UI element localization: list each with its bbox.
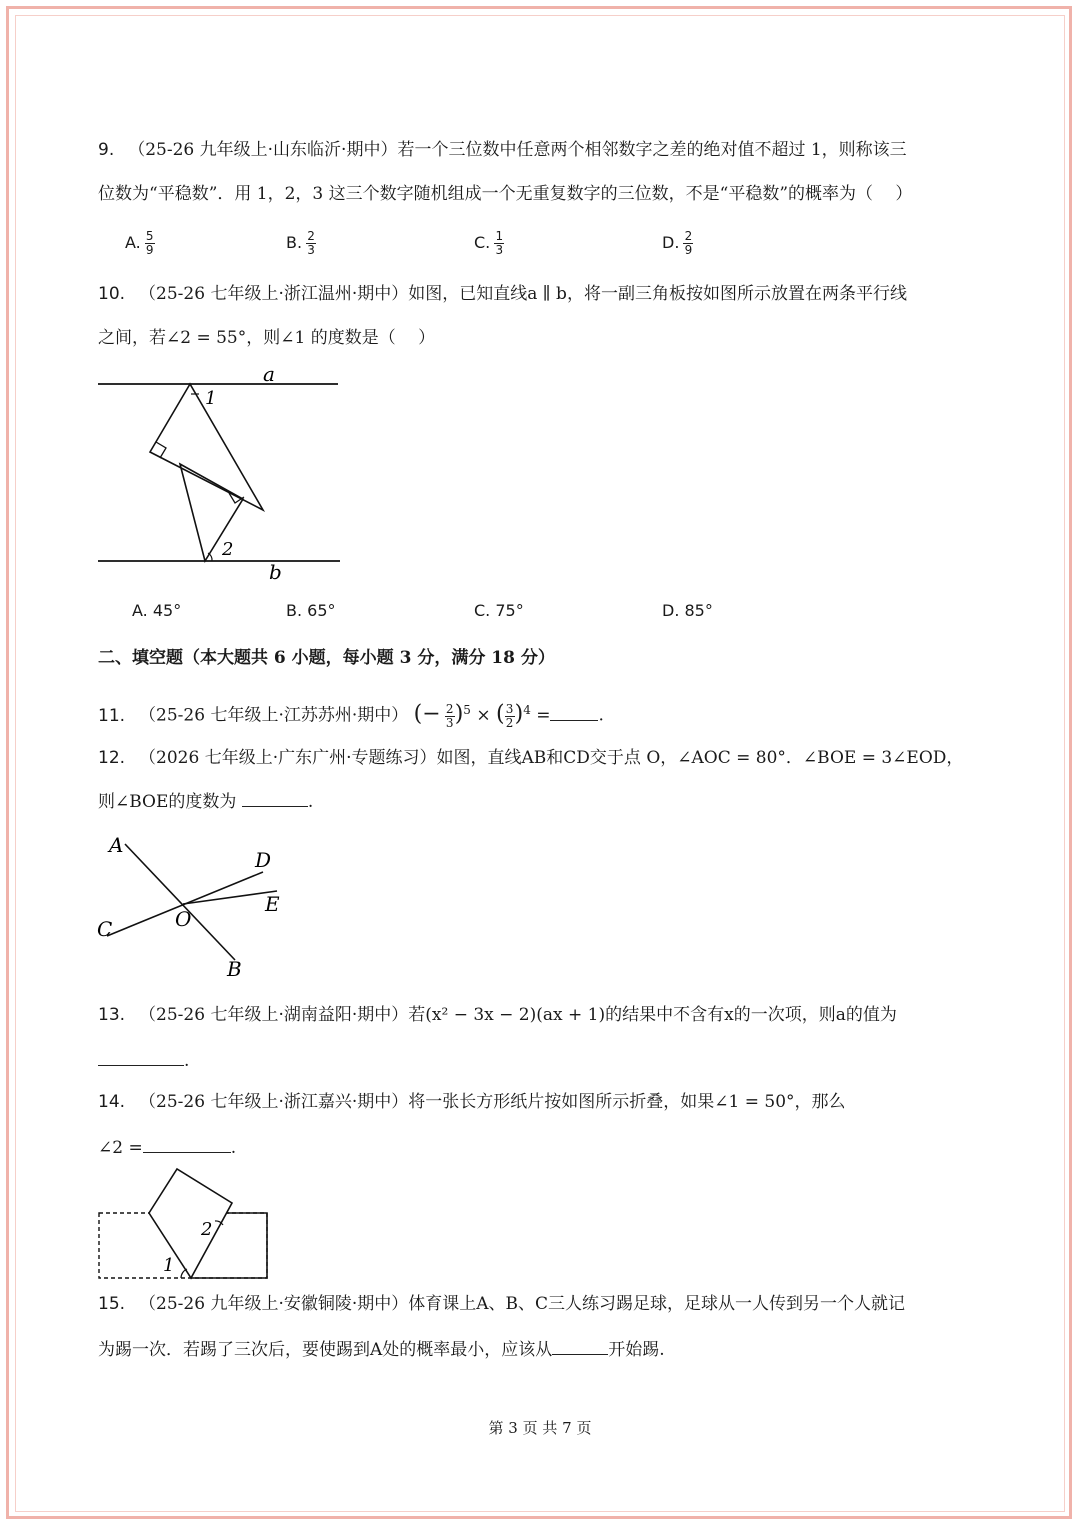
q12-label-E: E <box>265 892 280 916</box>
q15-line1 <box>98 1292 905 1316</box>
q9-text1: （25-26 九年级上·山东临沂·期中）若一个三位数中任意两个相邻数字之差的绝对值不超过 1，则称该三 <box>128 140 907 160</box>
q10-figure <box>95 360 345 585</box>
q12-text1: （2026 七年级上·广东广州·专题练习）如图，直线AB和CD交于点 O，∠AOC = 80°．∠BOE = 3∠EOD， <box>139 748 964 768</box>
q10-line2: 之间，若∠2 = 55°，则∠1 的度数是（ ） <box>98 328 436 348</box>
q15-text1: （25-26 九年级上·安徽铜陵·期中）体育课上A、B、C三人练习踢足球，足球从一人传到另一个人就记 <box>139 1294 906 1314</box>
q10-option-b: B. 65° <box>286 601 336 620</box>
q15-line2: 为踢一次．若踢了三次后，要使踢到A处的概率最小，应该从 开始踢. <box>98 1336 665 1362</box>
q9-line2: 位数为“平稳数”．用 1，2，3 这三个数字随机组成一个无重复数字的三位数，不是“平稳数”的概率为（ ） <box>98 184 913 204</box>
q12-label-C: C <box>97 917 113 941</box>
q15-answer-blank[interactable] <box>552 1336 608 1355</box>
q11-source: （25-26 七年级上·江苏苏州·期中） <box>139 705 409 726</box>
q9-option-a: A. $\frac{5}{9}$ <box>125 229 154 257</box>
page-footer: 第 3 页 共 7 页 <box>488 1419 592 1437</box>
q14-line1 <box>98 1090 846 1114</box>
q12-label-D: D <box>255 848 272 872</box>
q14-answer-blank[interactable] <box>143 1134 231 1153</box>
q10-option-d: D. 85° <box>662 601 713 620</box>
q10-text1: （25-26 七年级上·浙江温州·期中）如图，已知直线a ∥ b，将一副三角板按如图所示放置在两条平行线 <box>139 284 907 304</box>
q12-number: 12. <box>98 748 126 768</box>
q13-line1 <box>98 1003 897 1027</box>
q11-number: 11. <box>98 705 126 726</box>
q14-figure <box>95 1165 275 1285</box>
q10-option-c: C. 75° <box>474 601 524 620</box>
q10-label-a: a <box>263 362 275 386</box>
q10-option-a: A. 45° <box>132 601 182 620</box>
q13-text1: （25-26 七年级上·湖南益阳·期中）若(x² − 3x − 2)(ax + 1)的结果中不含有x的一次项，则a的值为 <box>139 1005 897 1025</box>
q10-label-1: 1 <box>205 388 217 409</box>
q13-answer-blank[interactable] <box>98 1047 184 1066</box>
q11-answer-blank[interactable] <box>550 702 598 721</box>
q12-answer-blank[interactable] <box>242 788 308 807</box>
q14-text1: （25-26 七年级上·浙江嘉兴·期中）将一张长方形纸片按如图所示折叠，如果∠1 = 50°，那么 <box>139 1092 846 1112</box>
q13-line2: . <box>98 1047 189 1073</box>
q9-option-b: B. $\frac{2}{3}$ <box>286 229 315 257</box>
q12-label-O: O <box>175 907 192 931</box>
q10-line1 <box>98 282 907 306</box>
q13-number: 13. <box>98 1005 126 1025</box>
q9-option-d: D. $\frac{2}{9}$ <box>662 229 693 257</box>
q14-label-2: 2 <box>201 1219 213 1240</box>
q14-label-1: 1 <box>163 1255 175 1276</box>
q10-number: 10. <box>98 284 126 304</box>
q12-label-B: B <box>227 957 242 981</box>
q14-number: 14. <box>98 1092 126 1112</box>
q12-figure <box>95 830 295 980</box>
q12-line2: 则∠BOE的度数为 . <box>98 788 313 814</box>
q15-number: 15. <box>98 1294 126 1314</box>
q9-option-c: C. $\frac{1}{3}$ <box>474 229 504 257</box>
q12-line1 <box>98 746 963 770</box>
q12-label-A: A <box>109 833 124 857</box>
q9-number: 9. <box>98 140 115 160</box>
q10-label-2: 2 <box>222 539 234 560</box>
q11-line: 11. （25-26 七年级上·江苏苏州·期中） (− $\frac{2}{3}$ )$^5$ × ( $\frac{3}{2}$ )$^4$ = . <box>98 701 604 730</box>
section-fill-in-title: 二、填空题（本大题共 6 小题，每小题 3 分，满分 18 分） <box>98 648 555 668</box>
q10-label-b: b <box>269 560 282 584</box>
q9-line1 <box>98 138 907 162</box>
q14-line2: ∠2 = . <box>98 1134 236 1160</box>
